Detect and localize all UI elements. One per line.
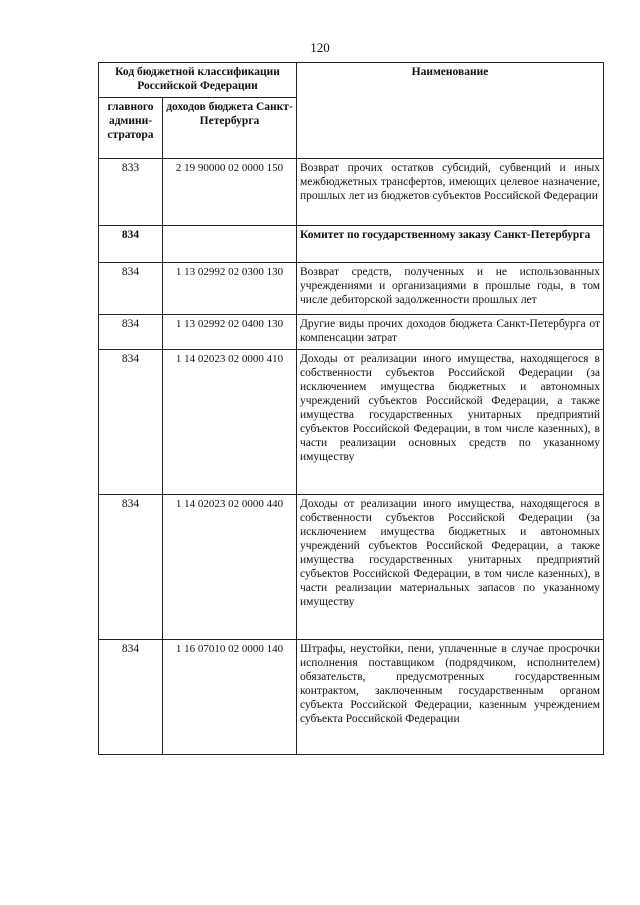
income-code-cell [163, 226, 297, 263]
page-number: 120 [310, 40, 330, 55]
admin-code-cell: 834 [99, 315, 163, 350]
name-cell: Доходы от реализации иного имущества, находящегося в собственности субъектов Российской Федерации (за исключением имущества бюджетных и автономных учреждений субъектов Российской Федерации, а также имущества государственных унитарных предприятий субъектов Российской Федерации, в том числе казенных), в части реализации материальных запасов по указанному имуществу [297, 495, 604, 640]
income-code-cell: 1 13 02992 02 0300 130 [163, 263, 297, 315]
income-code-cell: 1 16 07010 02 0000 140 [163, 640, 297, 755]
section-name-cell: Комитет по государственному заказу Санкт-Петербурга [297, 226, 604, 263]
income-code-cell: 1 14 02023 02 0000 410 [163, 350, 297, 495]
admin-code-cell: 833 [99, 159, 163, 226]
table-row [99, 159, 604, 226]
name-cell: Возврат средств, полученных и не использованных учреждениями и организациями в прошлые годы, в том числе дебиторской задолженности прошлых лет [297, 263, 604, 315]
header-budget-income: доходов бюджета Санкт-Петербурга [163, 98, 297, 159]
income-code-cell: 1 14 02023 02 0000 440 [163, 495, 297, 640]
admin-code-cell: 834 [99, 640, 163, 755]
table-row [99, 315, 604, 350]
header-name: Наименование [297, 63, 604, 159]
table-row-section [99, 226, 604, 263]
header-main-administrator: главного админи-стратора [99, 98, 163, 159]
name-cell: Другие виды прочих доходов бюджета Санкт-Петербурга от компенсации затрат [297, 315, 604, 350]
admin-code-cell: 834 [99, 226, 163, 263]
table-row [99, 640, 604, 755]
income-code-cell: 1 13 02992 02 0400 130 [163, 315, 297, 350]
table-row [99, 350, 604, 495]
name-cell: Штрафы, неустойки, пени, уплаченные в случае просрочки исполнения поставщиком (подрядчиком, исполнителем) обязательств, предусмотренных государственным контрактом, заключенным государственным органом субъекта Российской Федерации, казенным учреждением субъекта Российской Федерации [297, 640, 604, 755]
header-classification-code: Код бюджетной классификации Российской Федерации [99, 63, 297, 98]
admin-code-cell: 834 [99, 495, 163, 640]
budget-classification-table [98, 62, 604, 755]
table-row [99, 495, 604, 640]
name-cell: Доходы от реализации иного имущества, находящегося в собственности субъектов Российской Федерации (за исключением имущества бюджетных и автономных учреждений субъектов Российской Федерации, а также имущества государственных унитарных предприятий субъектов Российской Федерации, в том числе казенных), в части реализации основных средств по указанному имуществу [297, 350, 604, 495]
admin-code-cell: 834 [99, 350, 163, 495]
admin-code-cell: 834 [99, 263, 163, 315]
name-cell: Возврат прочих остатков субсидий, субвенций и иных межбюджетных трансфертов, имеющих целевое назначение, прошлых лет из бюджетов субъектов Российской Федерации [297, 159, 604, 226]
income-code-cell: 2 19 90000 02 0000 150 [163, 159, 297, 226]
table-row [99, 263, 604, 315]
